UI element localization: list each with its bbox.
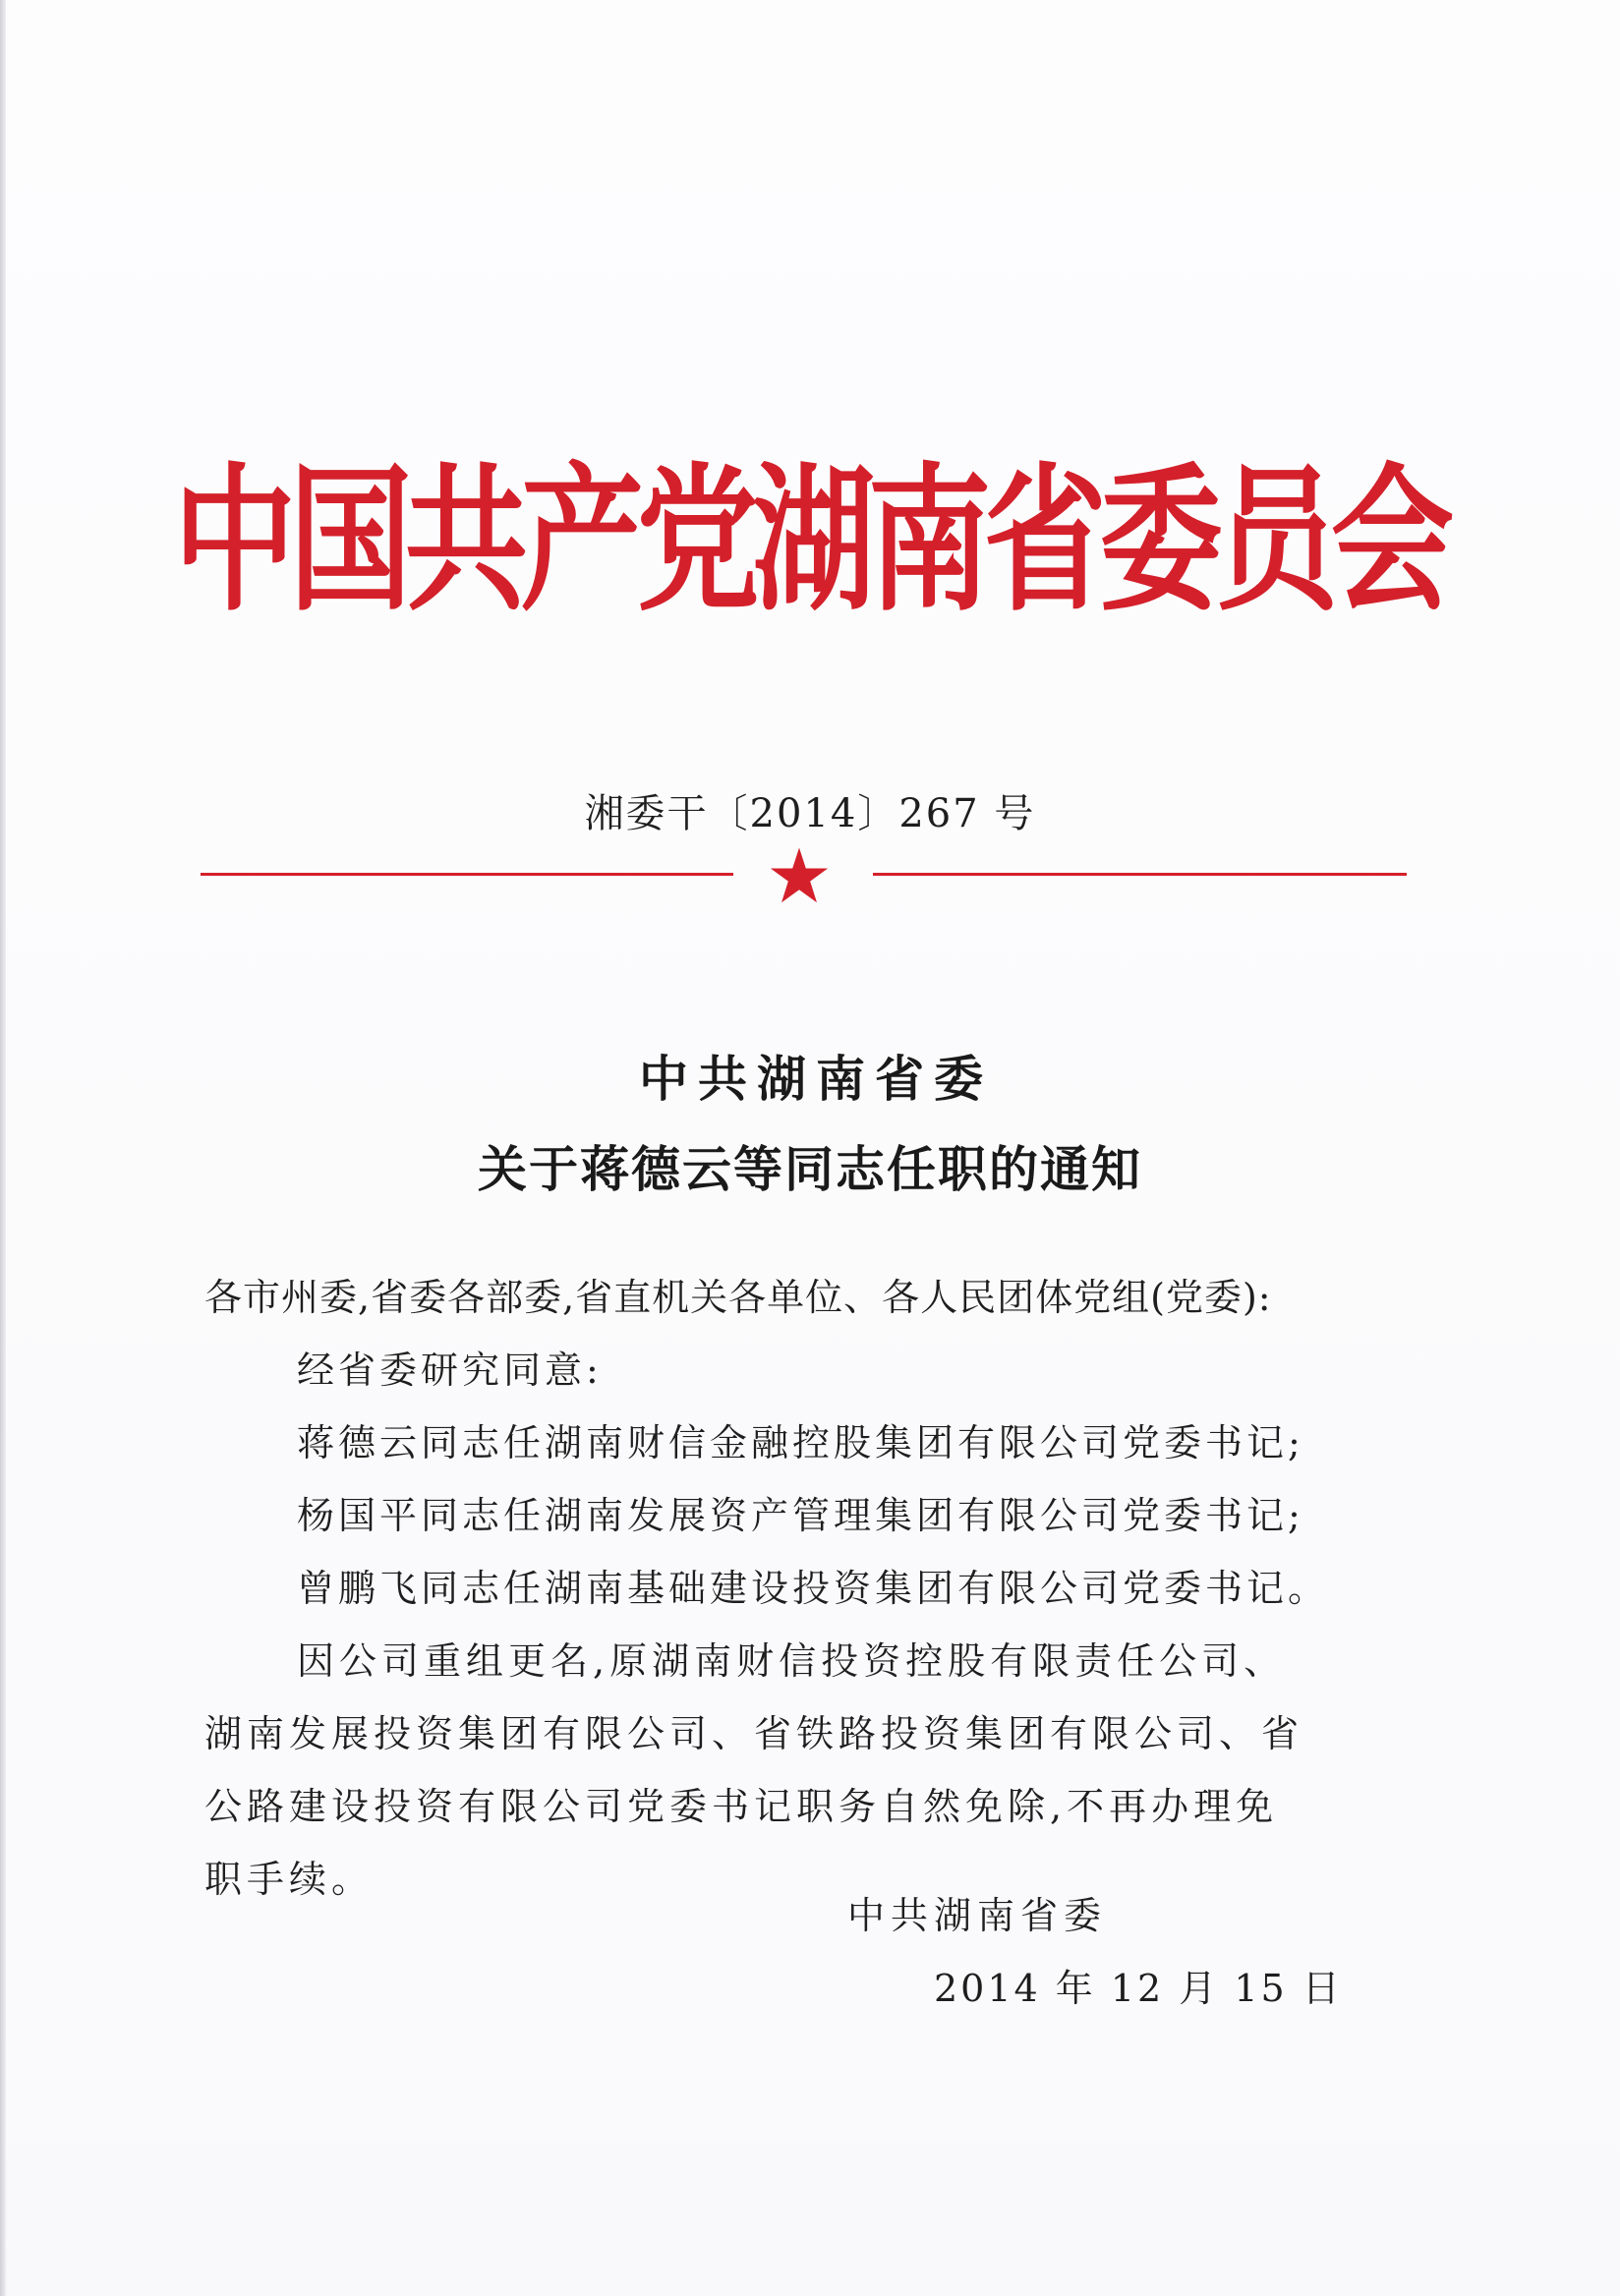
signature-date: 2014 年 12 月 15 日 [934,1967,1343,2010]
closing-paragraph-line: 职手续。 [204,1858,375,1901]
red-divider-right [873,873,1407,876]
notice-title-subject: 关于蒋德云等同志任职的通知 [478,1140,1142,1198]
closing-paragraph-line: 因公司重组更名,原湖南财信投资控股有限责任公司、 [297,1639,1287,1683]
appointment-item: 曾鹏飞同志任湖南基础建设投资集团有限公司党委书记。 [297,1567,1330,1610]
signature-organization: 中共湖南省委 [847,1894,1108,1937]
salutation: 各市州委,省委各部委,省直机关各单位、各人民团体党组(党委): [204,1276,1272,1319]
appointment-item: 蒋德云同志任湖南财信金融控股集团有限公司党委书记; [297,1421,1304,1464]
document-number: 湘委干〔2014〕267 号 [584,791,1036,836]
appointment-item: 杨国平同志任湖南发展资产管理集团有限公司党委书记; [297,1494,1304,1537]
notice-title-issuer: 中共湖南省委 [639,1050,993,1108]
red-divider-left [201,873,733,876]
star-icon [769,845,830,906]
issuing-organization-title: 中国共产党湖南省委员会 [173,447,1447,634]
closing-paragraph-line: 公路建设投资有限公司党委书记职务自然免除,不再办理免 [204,1785,1279,1828]
closing-paragraph-line: 湖南发展投资集团有限公司、省铁路投资集团有限公司、省 [204,1712,1304,1755]
intro-line: 经省委研究同意: [297,1349,603,1392]
